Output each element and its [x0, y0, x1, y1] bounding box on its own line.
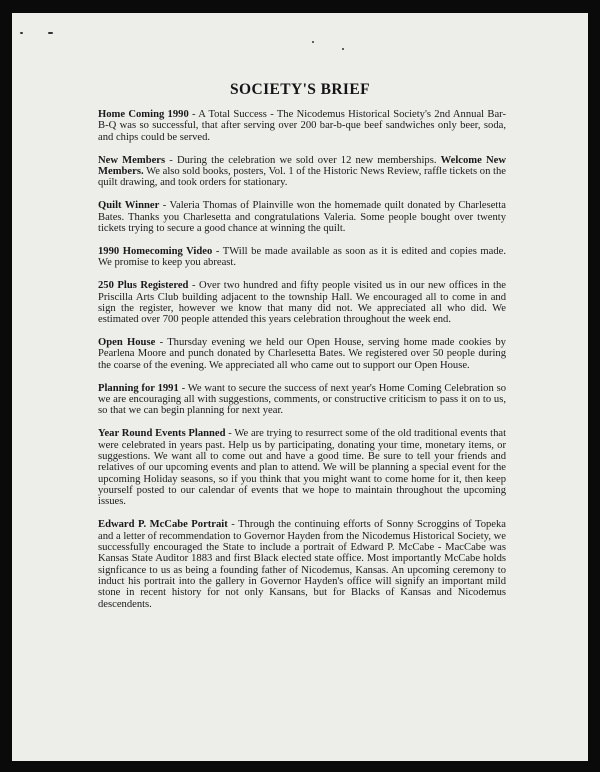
- paragraph-quilt-winner: [98, 200, 506, 234]
- paragraph-heading: 250 Plus Registered: [98, 280, 189, 292]
- document-page: [12, 13, 588, 761]
- paragraph-heading: Edward P. McCabe Portrait: [98, 519, 228, 531]
- paragraph-open-house: [98, 337, 506, 371]
- paragraph-heading: Open House: [98, 337, 156, 349]
- paragraph-text: - Through the continuing efforts of Sonny Scroggins of Topeka and a letter of recommendation to Governor Hayden from the Nicodemus Historical Society, we successfully encouraged the State to include a portrait of Edward P. McCabe - MacCabe was Kansas State Auditor 1883 and first Black elected state office. Most importantly McCabe holds signficance to us as being a founding father of Nicodemus, Kansas. An upcoming ceremony to induct his portrait into the gallery in Governor Hayden's office will signify an important mild stone in recent history for not only Kansans, but for Blacks of Kansas and Nicodemus descendents.: [98, 519, 506, 610]
- paragraph-heading: Quilt Winner: [98, 200, 160, 212]
- page-title: SOCIETY'S BRIEF: [230, 81, 370, 98]
- paragraph-text: - During the celebration we sold over 12 new memberships.: [169, 154, 437, 166]
- paragraph-events: [98, 428, 506, 507]
- paragraph-text: - We are trying to resurrect some of the old traditional events that were celebrated in years past. Help us by participating, donating your time, monetary items, or suggestions. We want all to come out and have a good time. Be sure to tell your friends and relatives of our upcoming events and plan to attend. We will be planning a special event for the upcoming Holiday seasons, so if you think that you might want to come home for it, then keep yourself posted to our calendar of events that we hope to maintain throughout the upcoming issues.: [98, 428, 507, 508]
- paragraph-mccabe: [98, 519, 506, 610]
- paragraph-heading: Home Coming 1990: [98, 109, 189, 120]
- paragraph-text: We also sold books, posters, Vol. 1 of the Historic News Review, raffle tickets on the quilt drawing, and took orders for stationary.: [98, 165, 506, 189]
- paragraph-new-members: [98, 155, 506, 189]
- paragraph-home-coming: [98, 109, 506, 143]
- scan-speck: [20, 32, 23, 34]
- paragraph-subheading: Welcome New Members.: [98, 154, 506, 177]
- scan-speck: [312, 41, 314, 43]
- paragraph-text: - TWill be made available as soon as it is edited and copies made. We promise to keep you abreast.: [98, 245, 507, 269]
- paragraph-text: - Valeria Thomas of Plainville won the homemade quilt donated by Charlesetta Bates. Thanks you Charlesetta and congratulations Valeria. Some people bought over twenty tickets trying to secure a good chance at winning the quilt.: [98, 200, 507, 234]
- paragraph-homecoming-video: [98, 246, 506, 269]
- article-body: [98, 109, 506, 622]
- paragraph-text: - We want to secure the success of next year's Home Coming Celebration so we are encouraging all with suggestions, comments, or constructive criticism to pass it on to us, so that we can begin planning for next year.: [98, 382, 506, 417]
- paragraph-text: - Thursday evening we held our Open House, serving home made cookies by Pearlena Moore and punch donated by Charlesetta Bates. We registered over 50 people during the coarse of the evening. We appreciated all who came out to support our Open House.: [98, 337, 506, 371]
- paragraph-heading: Year Round Events Planned: [98, 428, 226, 440]
- paragraph-heading: Planning for 1991: [98, 382, 179, 394]
- scan-speck: [48, 32, 53, 34]
- paragraph-heading: 1990 Homecoming Video: [98, 245, 213, 257]
- paragraph-text: - Over two hundred and fifty people visited us in our new offices in the Priscilla Arts Club building adjacent to the township Hall. We encouraged all to come in and sign the register, however we know that many did not. We appreciated all who did. We estimated over 700 people attended this years celebration throughout the week end.: [98, 280, 507, 326]
- paragraph-text: - A Total Success - The Nicodemus Historical Society's 2nd Annual Bar-B-Q was so successful, that after serving over 200 bar-b-que beef sandwiches only beer, soda, and chips could be served.: [98, 109, 506, 143]
- paragraph-planning: [98, 383, 506, 417]
- paragraph-registered: [98, 280, 506, 325]
- scan-speck: [342, 48, 344, 50]
- paragraph-heading: New Members: [98, 154, 166, 166]
